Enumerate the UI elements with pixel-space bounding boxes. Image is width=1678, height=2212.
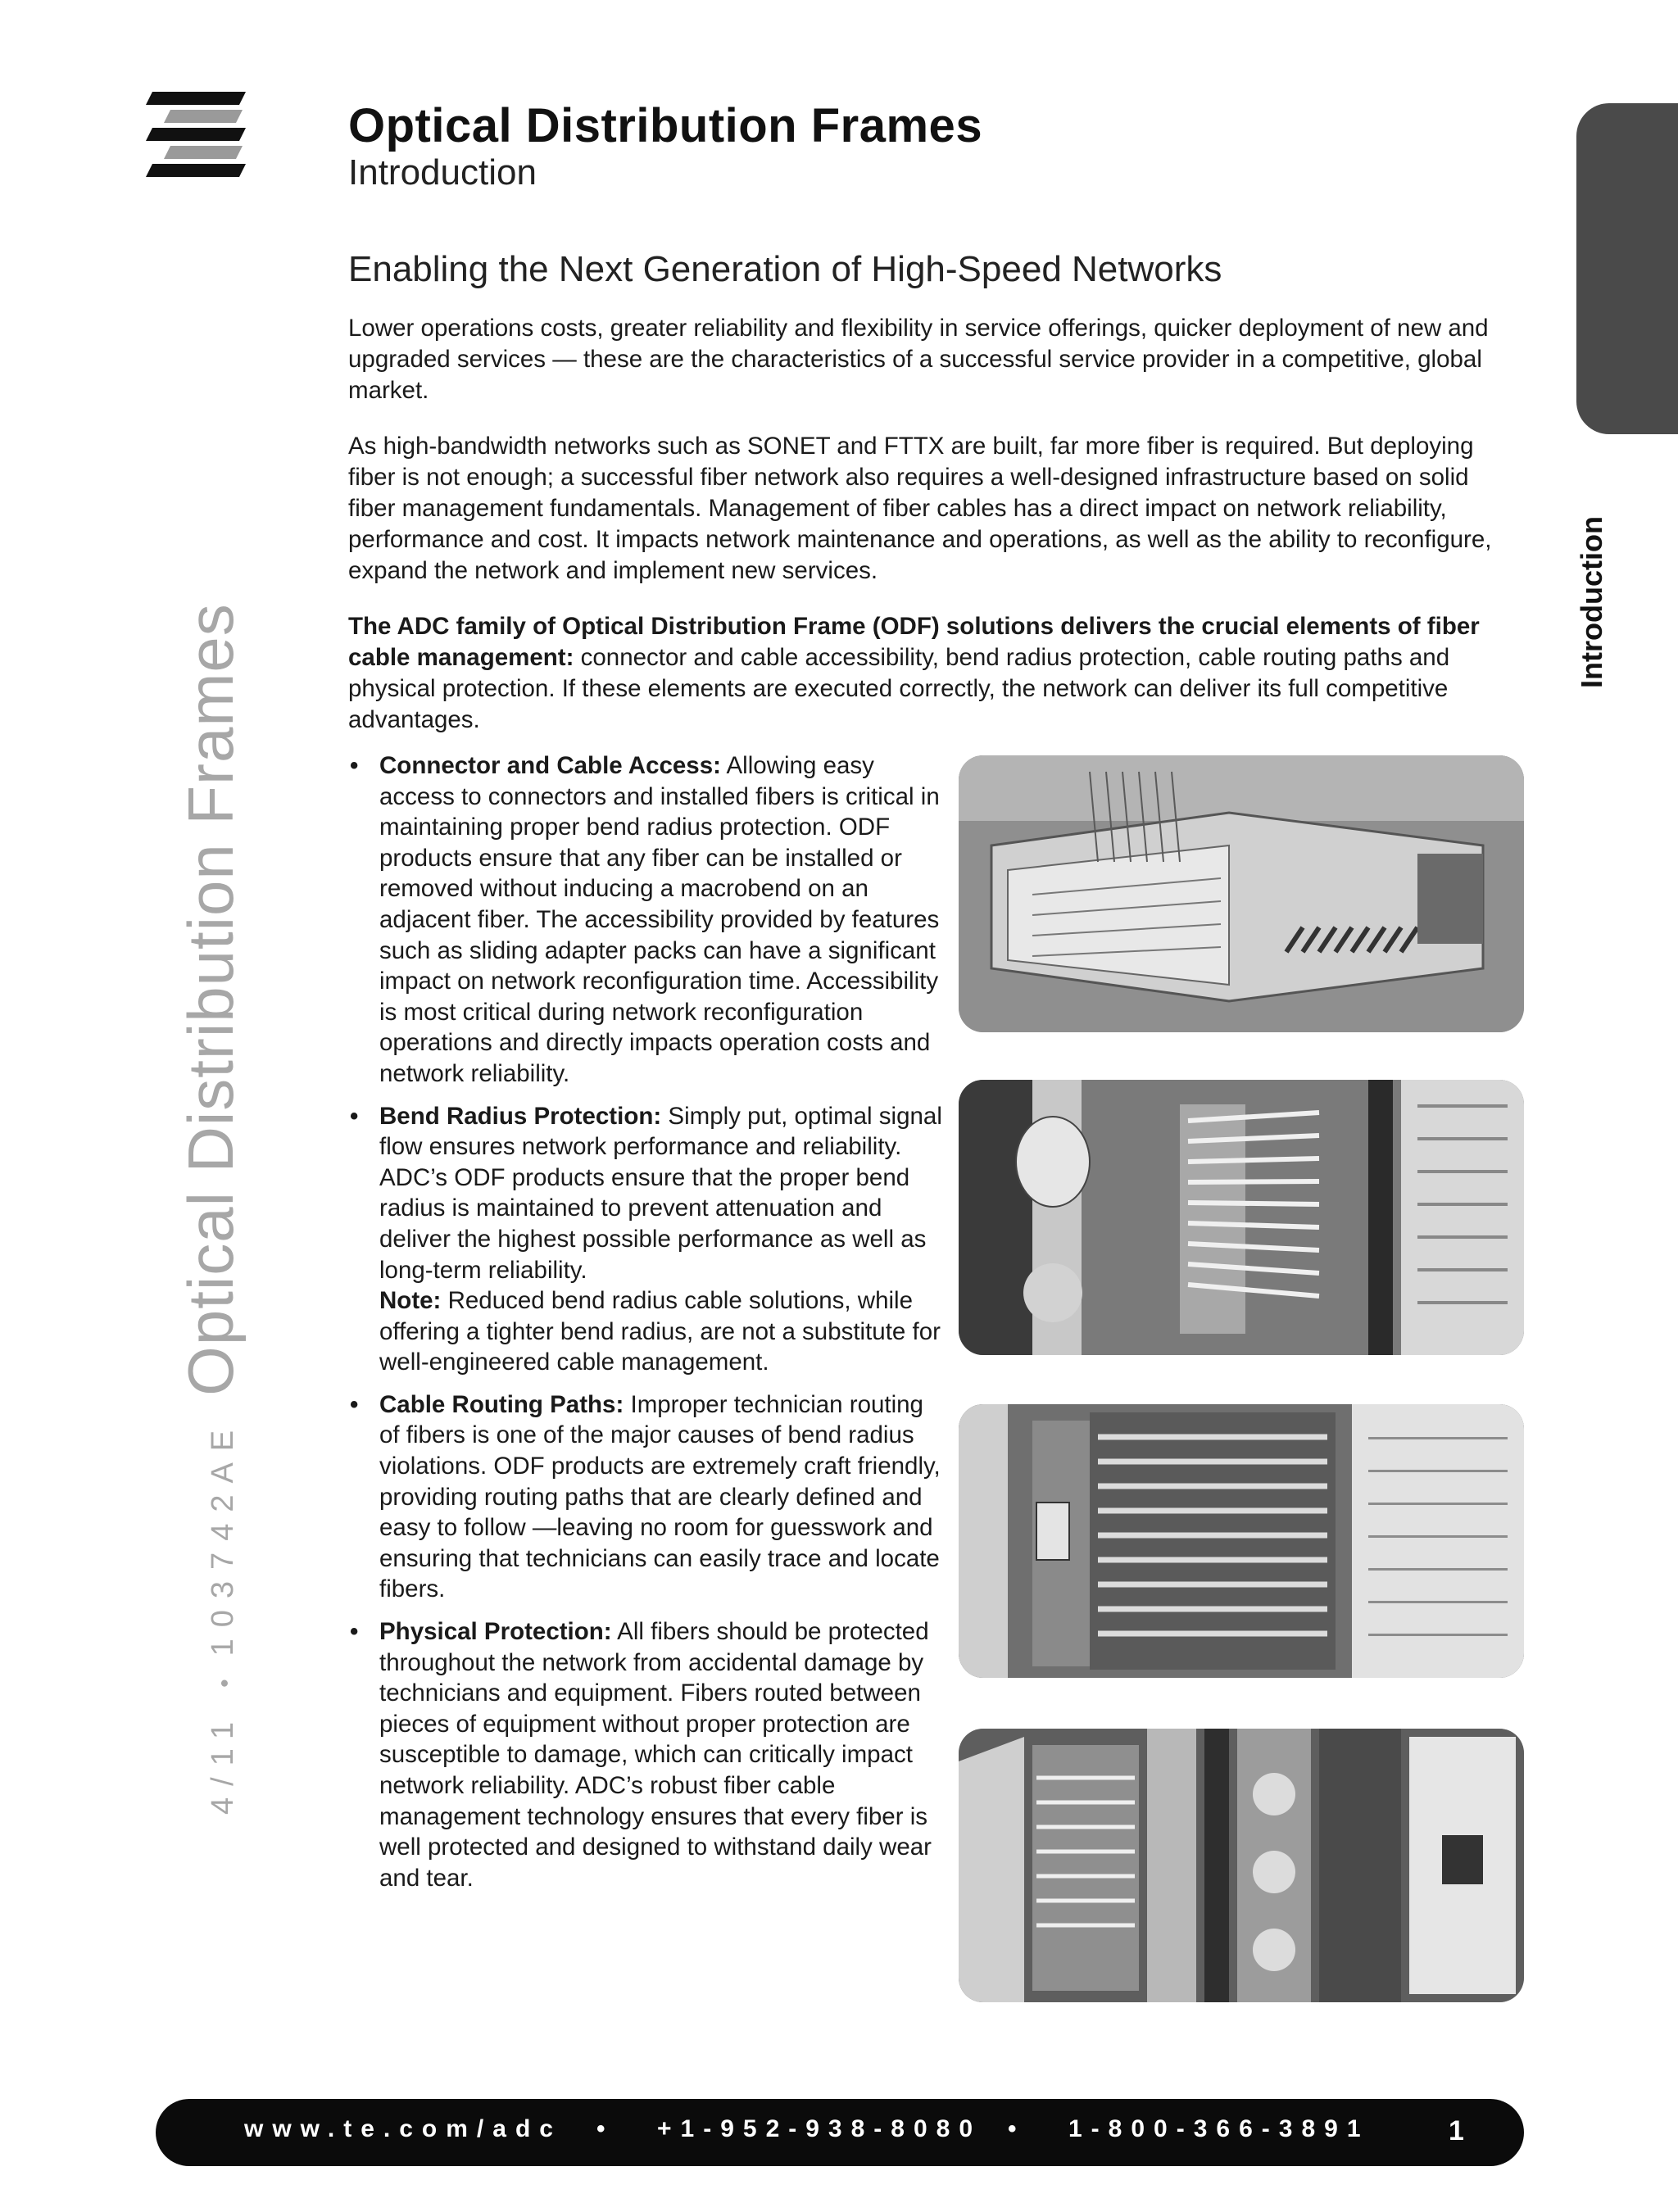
footer-bar xyxy=(156,2099,1524,2166)
bullet-text: All fibers should be protected throughout the network from accidental damage by technicians and equipment. Fibers routed between pieces of equipment without proper protection are susceptible to damage, which can critically impact network reliability. ADC’s robust fiber cable management technology ensures that every fiber is well protected and designed to withstand daily wear and tear. xyxy=(379,1618,932,1892)
vertical-doc-info xyxy=(174,603,248,1815)
footer-separator: • xyxy=(596,2115,615,2142)
bullet-lead: Cable Routing Paths: xyxy=(379,1390,624,1418)
page-number: 1 xyxy=(1449,2115,1464,2146)
photo-odf-open-cabinet xyxy=(959,1404,1524,1678)
footer-phone-tollfree: 1-800-366-3891 xyxy=(1068,2115,1370,2142)
list-item xyxy=(348,1616,946,1893)
paragraph-odf-lead: The ADC family of Optical Distribution Frame (ODF) solutions delivers the crucial elements of fiber cable management: xyxy=(348,613,1480,671)
bullet-text: Improper technician routing of fibers is one of the major causes of bend radius violations. ODF products are extremely craft friendly, providing routing paths that are clearly defined and easy to follow —leaving no room for guesswork and ensuring that technicians can easily trace and locate fibers. xyxy=(379,1390,941,1603)
paragraph-fiber: As high-bandwidth networks such as SONET and FTTX are built, far more fiber is required. But deploying fiber is not enough; a successful fiber network also requires a well-designed infrastructure based on solid fiber management fundamentals. Management of fiber cables has a direct impact on network reliability, performance and cost. It impacts network maintenance and operations, as well as the ability to reconfigure, expand the network and implement new services. xyxy=(348,433,1492,584)
footer-phone-international: +1-952-938-8080 xyxy=(657,2115,982,2142)
footer-separator: • xyxy=(1008,2115,1026,2142)
footer-website: www.te.com/adc xyxy=(244,2115,562,2142)
section-tab-label: Introduction xyxy=(1575,516,1608,688)
bullet-dot: • xyxy=(350,1618,359,1646)
paragraph-intro: Lower operations costs, greater reliability and flexibility in service offerings, quicker deployment of new and upgraded services — these are the characteristics of a successful service provider in a competitive, global market. xyxy=(348,315,1489,404)
photo-odf-fiber-routing xyxy=(959,1080,1524,1355)
paragraph-odf xyxy=(348,611,1520,736)
note-text: Reduced bend radius cable solutions, while offering a tighter bend radius, are not a substitute for well-engineered cable management. xyxy=(379,1287,941,1376)
bullet-dot: • xyxy=(350,1102,359,1130)
bullet-list xyxy=(348,750,946,1905)
photo-odf-panel-angled xyxy=(959,755,1524,1032)
list-item xyxy=(348,750,946,1090)
vertical-title: Optical Distribution Frames xyxy=(175,603,247,1396)
photo-odf-frame-row xyxy=(959,1729,1524,2002)
doc-number: 103742AE xyxy=(206,1418,240,1657)
paragraph-odf-rest: connector and cable accessibility, bend radius protection, cable routing paths and physical protection. If these elements are executed correctly, the network can deliver its full competitive advantages. xyxy=(348,644,1450,733)
te-logo xyxy=(146,92,246,184)
page-subtitle: Introduction xyxy=(348,152,537,193)
bullet-text: Allowing easy access to connectors and installed fibers is critical in maintaining proper bend radius protection. ODF products ensure that any fiber can be installed or removed without inducing a macrobend on an adjacent fiber. The accessibility provided by features such as sliding adapter packs can have a significant impact on network reconfiguration time. Accessibility is most critical during network reconfiguration operations and directly impacts operation costs and network reliability. xyxy=(379,752,940,1087)
list-item xyxy=(348,1389,946,1605)
section-tab xyxy=(1576,103,1678,434)
bullet-lead: Connector and Cable Access: xyxy=(379,752,721,779)
doc-date: 4/11 xyxy=(206,1710,240,1815)
bullet-dot: • xyxy=(350,1390,359,1418)
note-lead: Note: xyxy=(379,1287,442,1315)
doc-separator: • xyxy=(211,1679,238,1688)
section-heading: Enabling the Next Generation of High-Speed Networks xyxy=(348,249,1222,289)
bullet-dot: • xyxy=(350,752,359,779)
bullet-lead: Bend Radius Protection: xyxy=(379,1102,662,1130)
page-title: Optical Distribution Frames xyxy=(348,99,983,152)
list-item xyxy=(348,1101,946,1378)
bullet-text: Simply put, optimal signal flow ensures network performance and reliability. ADC’s ODF products ensure that the proper bend radius is maintained to prevent attenuation and deliver the highest possible performance as well as long-term reliability. xyxy=(379,1102,942,1284)
bullet-lead: Physical Protection: xyxy=(379,1618,612,1646)
